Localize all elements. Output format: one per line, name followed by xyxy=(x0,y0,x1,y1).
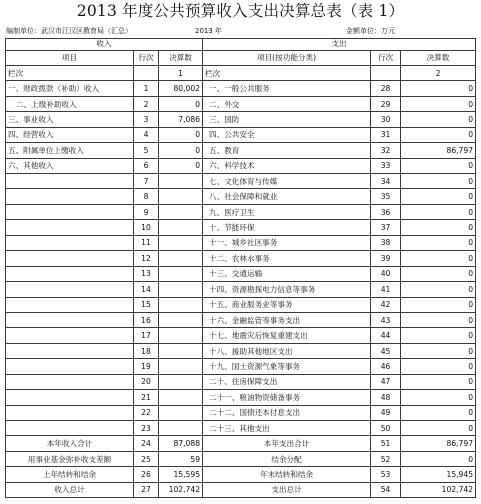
income-item xyxy=(6,312,134,327)
income-line-no: 3 xyxy=(134,112,159,127)
income-line-no: 17 xyxy=(134,328,159,343)
income-amount xyxy=(159,374,203,389)
expense-line-no: 32 xyxy=(371,143,401,158)
expense-line-no: 35 xyxy=(371,189,401,204)
expense-amount: 0 xyxy=(401,312,476,327)
expense-index-number: 2 xyxy=(401,65,476,80)
expense-amount: 0 xyxy=(401,297,476,312)
income-line-no: 5 xyxy=(134,143,159,158)
income-item xyxy=(6,297,134,312)
expense-total-amount: 102,742 xyxy=(401,482,476,497)
expense-amount: 0 xyxy=(401,359,476,374)
income-line-no: 15 xyxy=(134,297,159,312)
income-line-no: 14 xyxy=(134,282,159,297)
income-line-no: 13 xyxy=(134,266,159,281)
expense-amount: 0 xyxy=(401,266,476,281)
expense-group-header: 支出 xyxy=(203,39,476,51)
income-group-header: 收入 xyxy=(6,39,203,51)
income-amount xyxy=(159,328,203,343)
table-row xyxy=(6,282,476,297)
expense-item: 十七、地震灾后恢复重建支出 xyxy=(203,328,371,343)
income-index-number: 1 xyxy=(159,65,203,80)
income-item xyxy=(6,189,134,204)
expense-amount: 0 xyxy=(401,204,476,219)
expense-item: 二、外交 xyxy=(203,96,371,111)
expense-item: 四、公共安全 xyxy=(203,127,371,142)
expense-line-no: 37 xyxy=(371,220,401,235)
income-total-label: 收入总计 xyxy=(6,482,134,497)
report-title: 2013 年度公共预算收入支出决算总表（表 1） xyxy=(76,2,405,20)
expense-amount: 0 xyxy=(401,405,476,420)
income-item xyxy=(6,266,134,281)
income-total-label: 用事业基金弥补收支差额 xyxy=(6,451,134,466)
expense-line-no: 52 xyxy=(371,451,401,466)
income-line-no: 12 xyxy=(134,251,159,266)
total-row xyxy=(6,482,476,497)
expense-amount: 0 xyxy=(401,81,476,96)
income-amount xyxy=(159,189,203,204)
expense-total-label: 本年支出合计 xyxy=(203,436,371,451)
expense-total-amount: 0 xyxy=(401,451,476,466)
income-line-no: 24 xyxy=(134,436,159,451)
expense-item: 十三、交通运输 xyxy=(203,266,371,281)
expense-total-amount: 15,945 xyxy=(401,467,476,482)
expense-line-no: 42 xyxy=(371,297,401,312)
expense-line-no: 47 xyxy=(371,374,401,389)
expense-line-header: 行次 xyxy=(371,50,401,65)
income-amount xyxy=(159,235,203,250)
expense-item: 五、教育 xyxy=(203,143,371,158)
expense-line-no: 33 xyxy=(371,158,401,173)
budget-summary-table xyxy=(5,38,476,498)
income-item: 二、上级补助收入 xyxy=(6,96,134,111)
income-line-no: 11 xyxy=(134,235,159,250)
income-line-no: 4 xyxy=(134,127,159,142)
income-item: 六、其他收入 xyxy=(6,158,134,173)
expense-index-blank xyxy=(371,65,401,80)
income-line-no: 25 xyxy=(134,451,159,466)
income-item xyxy=(6,204,134,219)
expense-total-label: 支出总计 xyxy=(203,482,371,497)
expense-item: 六、科学技术 xyxy=(203,158,371,173)
income-line-no: 22 xyxy=(134,405,159,420)
compiling-unit-label: 编制单位：武汉市江汉区教育局（汇总） xyxy=(6,27,132,35)
table-row xyxy=(6,112,476,127)
column-header-row xyxy=(6,50,476,65)
expense-line-no: 46 xyxy=(371,359,401,374)
income-amount: 0 xyxy=(159,158,203,173)
income-amount xyxy=(159,220,203,235)
expense-total-amount: 86,797 xyxy=(401,436,476,451)
income-line-no: 1 xyxy=(134,81,159,96)
expense-item: 十九、国土资源气象等事务 xyxy=(203,359,371,374)
income-total-amount: 59 xyxy=(159,451,203,466)
expense-line-no: 28 xyxy=(371,81,401,96)
table-row xyxy=(6,421,476,436)
expense-amount: 86,797 xyxy=(401,143,476,158)
column-index-row xyxy=(6,65,476,80)
table-row xyxy=(6,312,476,327)
income-item xyxy=(6,235,134,250)
income-item: 四、经营收入 xyxy=(6,127,134,142)
expense-line-no: 50 xyxy=(371,421,401,436)
income-line-no: 9 xyxy=(134,204,159,219)
expense-item: 一、一般公共服务 xyxy=(203,81,371,96)
income-item: 三、事业收入 xyxy=(6,112,134,127)
expense-item: 二十三、其他支出 xyxy=(203,421,371,436)
table-row xyxy=(6,204,476,219)
table-row xyxy=(6,174,476,189)
income-amount-header: 决算数 xyxy=(159,50,203,65)
expense-line-no: 31 xyxy=(371,127,401,142)
income-amount xyxy=(159,343,203,358)
income-amount xyxy=(159,204,203,219)
income-amount: 7,086 xyxy=(159,112,203,127)
expense-amount: 0 xyxy=(401,235,476,250)
table-row xyxy=(6,220,476,235)
report-year-label: 2013 年 xyxy=(195,27,223,35)
table-row xyxy=(6,343,476,358)
expense-line-no: 45 xyxy=(371,343,401,358)
expense-amount: 0 xyxy=(401,189,476,204)
table-row xyxy=(6,359,476,374)
expense-item: 十四、资源勘探电力信息等事务 xyxy=(203,282,371,297)
expense-item: 七、文化体育与传媒 xyxy=(203,174,371,189)
table-row xyxy=(6,189,476,204)
expense-item: 九、医疗卫生 xyxy=(203,204,371,219)
expense-amount: 0 xyxy=(401,96,476,111)
income-item: 五、附属单位上缴收入 xyxy=(6,143,134,158)
expense-amount: 0 xyxy=(401,343,476,358)
expense-total-label: 结余分配 xyxy=(203,451,371,466)
income-item xyxy=(6,405,134,420)
expense-item: 二十一、粮油物资储备事务 xyxy=(203,390,371,405)
income-index-label: 栏次 xyxy=(6,65,134,80)
expense-amount: 0 xyxy=(401,390,476,405)
income-line-no: 23 xyxy=(134,421,159,436)
expense-item: 二十、住房保障支出 xyxy=(203,374,371,389)
income-line-no: 20 xyxy=(134,374,159,389)
expense-line-no: 54 xyxy=(371,482,401,497)
amount-unit-label: 金额单位：万元 xyxy=(346,27,395,35)
income-amount: 0 xyxy=(159,96,203,111)
table-body xyxy=(6,39,476,498)
expense-total-label: 年末结转和结余 xyxy=(203,467,371,482)
income-total-label: 上年结转和结余 xyxy=(6,467,134,482)
expense-amount-header: 决算数 xyxy=(401,50,476,65)
income-item xyxy=(6,390,134,405)
income-index-blank xyxy=(134,65,159,80)
table-row xyxy=(6,127,476,142)
expense-amount: 0 xyxy=(401,374,476,389)
income-line-no: 7 xyxy=(134,174,159,189)
income-item-header: 项目 xyxy=(6,50,134,65)
expense-line-no: 36 xyxy=(371,204,401,219)
income-item xyxy=(6,251,134,266)
expense-item: 十六、金融监管等事务支出 xyxy=(203,312,371,327)
total-row xyxy=(6,467,476,482)
expense-item: 十八、援助其他地区支出 xyxy=(203,343,371,358)
income-line-no: 8 xyxy=(134,189,159,204)
income-item xyxy=(6,220,134,235)
expense-line-no: 38 xyxy=(371,235,401,250)
income-total-amount: 15,595 xyxy=(159,467,203,482)
expense-item: 十五、商业服务业等事务 xyxy=(203,297,371,312)
expense-index-label: 栏次 xyxy=(203,65,371,80)
income-item xyxy=(6,282,134,297)
expense-item: 八、社会保障和就业 xyxy=(203,189,371,204)
expense-line-no: 34 xyxy=(371,174,401,189)
expense-line-no: 44 xyxy=(371,328,401,343)
income-amount: 0 xyxy=(159,127,203,142)
income-item xyxy=(6,374,134,389)
income-line-no: 10 xyxy=(134,220,159,235)
expense-amount: 0 xyxy=(401,421,476,436)
table-row xyxy=(6,390,476,405)
expense-item: 十二、农林水事务 xyxy=(203,251,371,266)
income-amount xyxy=(159,312,203,327)
expense-line-no: 40 xyxy=(371,266,401,281)
expense-item: 二十二、国债还本付息支出 xyxy=(203,405,371,420)
income-line-no: 27 xyxy=(134,482,159,497)
expense-amount: 0 xyxy=(401,112,476,127)
table-row xyxy=(6,96,476,111)
income-line-no: 18 xyxy=(134,343,159,358)
income-amount xyxy=(159,297,203,312)
expense-item: 十一、城乡社区事务 xyxy=(203,235,371,250)
expense-line-no: 43 xyxy=(371,312,401,327)
total-row xyxy=(6,451,476,466)
expense-item: 三、国防 xyxy=(203,112,371,127)
income-item: 一、财政拨款（补助）收入 xyxy=(6,81,134,96)
income-amount xyxy=(159,266,203,281)
expense-line-no: 30 xyxy=(371,112,401,127)
income-item xyxy=(6,359,134,374)
income-amount xyxy=(159,174,203,189)
expense-line-no: 39 xyxy=(371,251,401,266)
expense-amount: 0 xyxy=(401,158,476,173)
expense-amount: 0 xyxy=(401,127,476,142)
income-amount: 80,002 xyxy=(159,81,203,96)
table-row xyxy=(6,235,476,250)
income-amount xyxy=(159,405,203,420)
table-row xyxy=(6,143,476,158)
expense-line-no: 51 xyxy=(371,436,401,451)
expense-amount: 0 xyxy=(401,328,476,343)
table-row xyxy=(6,297,476,312)
income-amount xyxy=(159,421,203,436)
income-total-amount: 102,742 xyxy=(159,482,203,497)
expense-amount: 0 xyxy=(401,174,476,189)
expense-line-no: 29 xyxy=(371,96,401,111)
income-total-amount: 87,088 xyxy=(159,436,203,451)
income-amount xyxy=(159,390,203,405)
expense-line-no: 48 xyxy=(371,390,401,405)
income-total-label: 本年收入合计 xyxy=(6,436,134,451)
income-amount xyxy=(159,282,203,297)
table-row xyxy=(6,251,476,266)
income-amount xyxy=(159,251,203,266)
income-amount: 0 xyxy=(159,143,203,158)
income-amount xyxy=(159,359,203,374)
expense-item-header: 项目(按功能分类) xyxy=(203,50,371,65)
table-row xyxy=(6,374,476,389)
income-line-no: 21 xyxy=(134,390,159,405)
table-row xyxy=(6,158,476,173)
table-row xyxy=(6,405,476,420)
income-item xyxy=(6,328,134,343)
table-row xyxy=(6,266,476,281)
expense-amount: 0 xyxy=(401,220,476,235)
income-line-no: 2 xyxy=(134,96,159,111)
expense-item: 十、节能环保 xyxy=(203,220,371,235)
expense-amount: 0 xyxy=(401,282,476,297)
group-header-row xyxy=(6,39,476,51)
income-item xyxy=(6,174,134,189)
income-item xyxy=(6,421,134,436)
income-line-no: 26 xyxy=(134,467,159,482)
income-line-header: 行次 xyxy=(134,50,159,65)
income-item xyxy=(6,343,134,358)
income-line-no: 19 xyxy=(134,359,159,374)
expense-line-no: 49 xyxy=(371,405,401,420)
table-row xyxy=(6,328,476,343)
income-line-no: 6 xyxy=(134,158,159,173)
total-row xyxy=(6,436,476,451)
expense-amount: 0 xyxy=(401,251,476,266)
expense-line-no: 41 xyxy=(371,282,401,297)
table-row xyxy=(6,81,476,96)
expense-line-no: 53 xyxy=(371,467,401,482)
income-line-no: 16 xyxy=(134,312,159,327)
